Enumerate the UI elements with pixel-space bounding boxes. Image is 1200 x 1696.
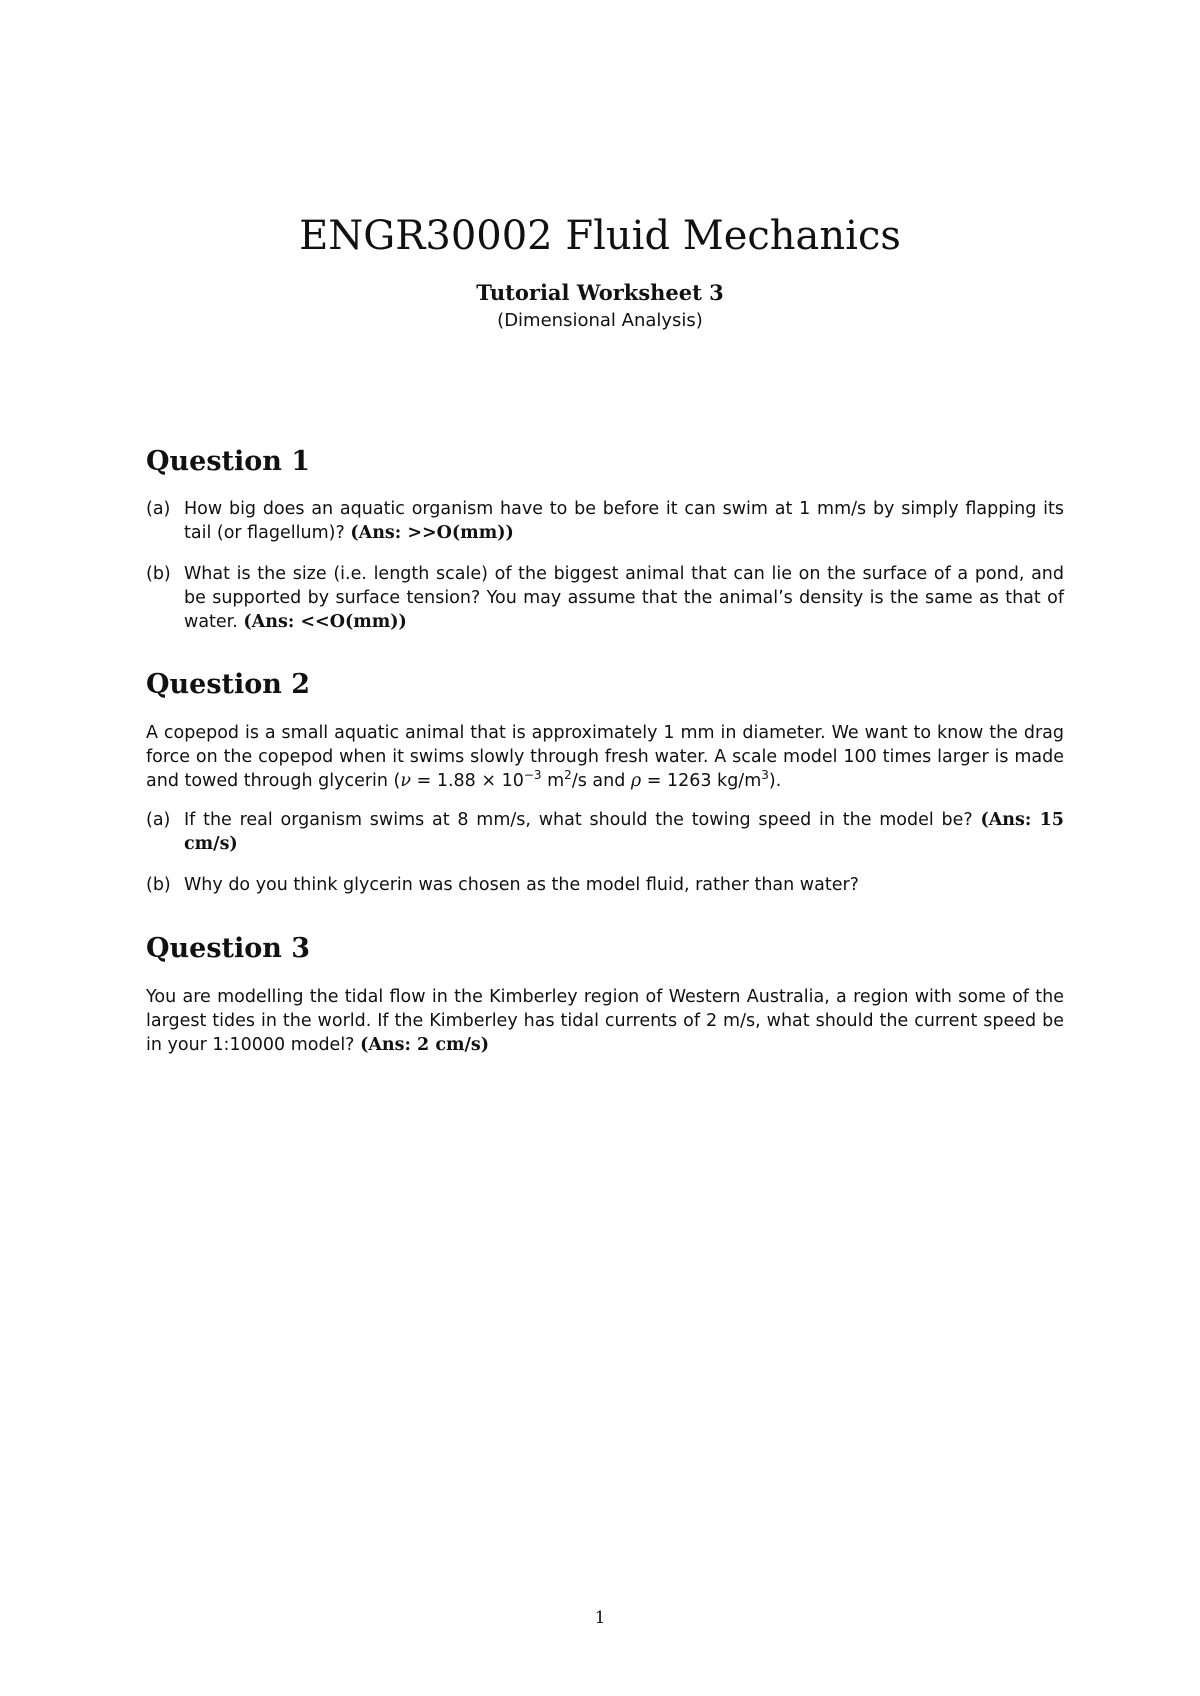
document-subtitle: Tutorial Worksheet 3 bbox=[476, 280, 724, 305]
nu-value: = 1.88 × 10 bbox=[411, 771, 524, 791]
rho-symbol: ρ bbox=[630, 771, 642, 791]
document-title: ENGR30002 Fluid Mechanics bbox=[299, 213, 901, 259]
nu-units-exponent: 2 bbox=[564, 768, 572, 783]
document-topic: (Dimensional Analysis) bbox=[497, 310, 703, 331]
question-3-body: You are modelling the tidal flow in the Kimberley region of Western Australia, a region with some of the largest tides in the world. If the Kimberley has tidal currents of 2 m/s, what should the current speed be in your 1:10000 model? bbox=[146, 987, 1064, 1055]
question-2b bbox=[146, 873, 1064, 897]
question-1b bbox=[146, 562, 1064, 634]
question-3-answer: (Ans: 2 cm/s) bbox=[360, 1035, 490, 1055]
question-1-heading: Question 1 bbox=[146, 446, 311, 477]
nu-units: m bbox=[541, 771, 565, 791]
question-2a-label: (a) bbox=[146, 810, 171, 830]
nu-units-tail: /s and bbox=[571, 771, 631, 791]
question-2a-answer: (Ans: 15 cm/s) bbox=[184, 810, 1064, 854]
nu-exponent: −3 bbox=[523, 768, 542, 783]
question-2b-label: (b) bbox=[146, 875, 171, 895]
question-3-heading: Question 3 bbox=[146, 933, 311, 964]
question-1a bbox=[146, 497, 1064, 545]
question-2b-text: Why do you think glycerin was chosen as the model fluid, rather than water? bbox=[184, 875, 859, 895]
question-1a-label: (a) bbox=[146, 499, 171, 519]
page-number: 1 bbox=[594, 1608, 606, 1628]
question-2a-body: If the real organism swims at 8 mm/s, what should the towing speed in the model be? bbox=[184, 810, 973, 830]
question-1a-answer: (Ans: >>O(mm)) bbox=[350, 523, 514, 543]
question-1b-text bbox=[184, 562, 1064, 634]
question-1a-text bbox=[184, 497, 1064, 545]
question-1b-label: (b) bbox=[146, 564, 171, 584]
question-2-heading: Question 2 bbox=[146, 669, 311, 700]
question-2-intro-end: ). bbox=[768, 771, 782, 791]
question-2a bbox=[146, 808, 1064, 856]
question-1b-answer: (Ans: <<O(mm)) bbox=[243, 612, 407, 632]
nu-symbol: ν bbox=[400, 771, 412, 791]
rho-exponent: 3 bbox=[761, 768, 769, 783]
question-1a-body: How big does an aquatic organism have to be before it can swim at 1 mm/s by simply flapping its tail (or flagellum)? bbox=[184, 499, 1064, 543]
question-2a-text bbox=[184, 808, 1064, 856]
question-1b-body: What is the size (i.e. length scale) of the biggest animal that can lie on the surface of a pond, and be supported by surface tension? You may assume that the animal’s density is the same as that of water. bbox=[184, 564, 1064, 632]
question-2-intro bbox=[146, 721, 1064, 793]
rho-value: = 1263 kg/m bbox=[641, 771, 762, 791]
question-2-intro-text: A copepod is a small aquatic animal that is approximately 1 mm in diameter. We want to know the drag force on the copepod when it swims slowly through fresh water. A scale model 100 times larger is made and towed through glycerin ( bbox=[146, 723, 1064, 791]
question-3-text bbox=[146, 985, 1064, 1057]
